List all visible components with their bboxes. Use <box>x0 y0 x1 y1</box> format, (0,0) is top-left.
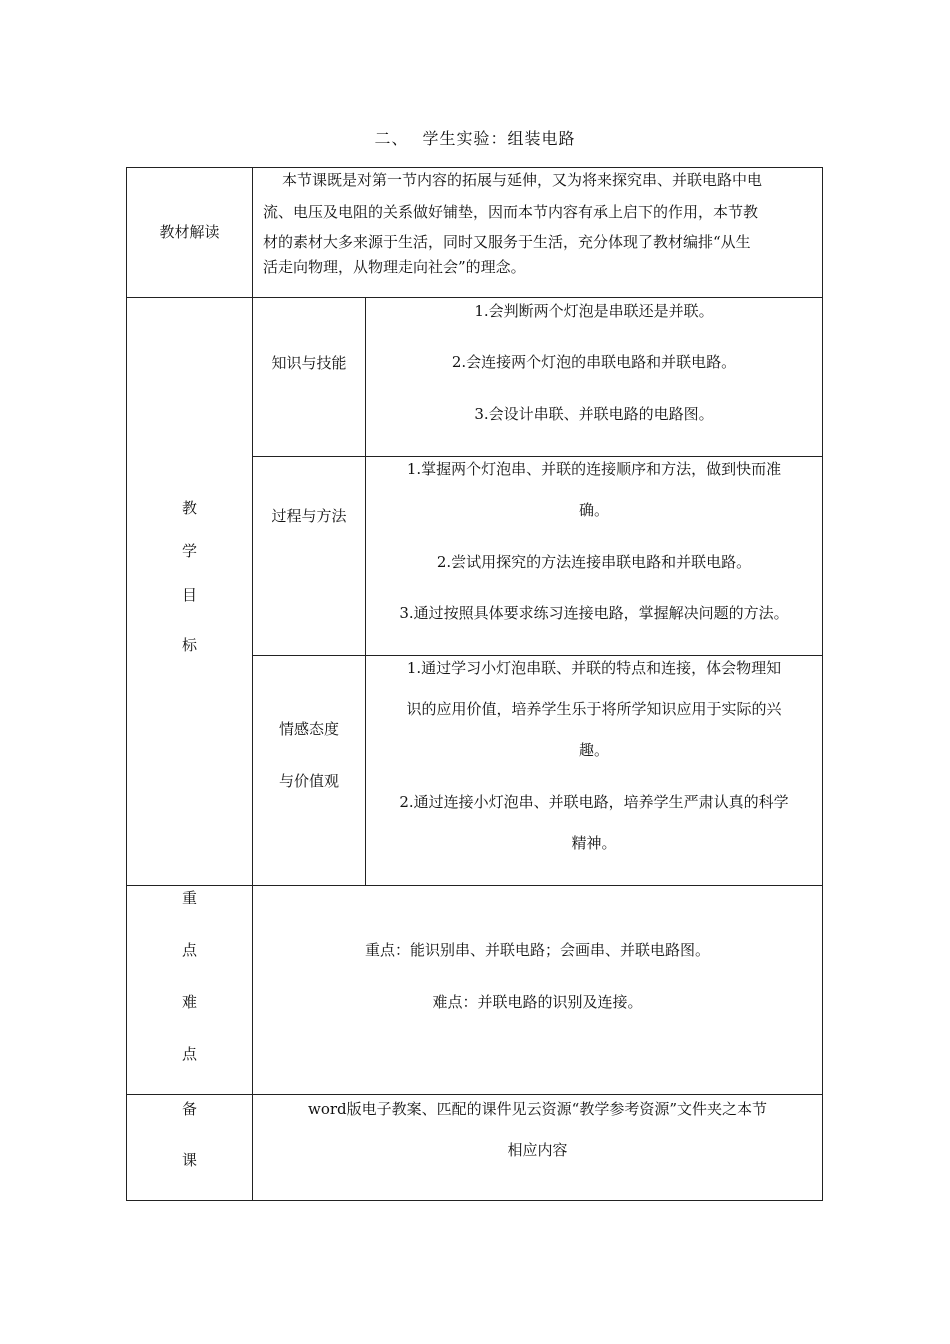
textbook-content <box>253 168 822 297</box>
knowledge-item: 2.会连接两个灯泡的串联电路和并联电路。 <box>451 353 737 371</box>
keypoints-label-char: 点 <box>181 1045 197 1063</box>
title-text: 学生实验：组装电路 <box>422 129 576 148</box>
textbook-label-text: 教材解读 <box>159 223 220 241</box>
keypoints-content <box>253 886 822 1094</box>
prep-line: word版电子教案、匹配的课件见云资源“教学参考资源”文件夹之本节 <box>308 1100 767 1118</box>
knowledge-label <box>253 298 365 428</box>
textbook-line: 本节课既是对第一节内容的拓展与延伸，又为将来探究串、并联电路中电 <box>282 171 763 189</box>
textbook-line: 材的素材大多来源于生活，同时又服务于生活，充分体现了教材编排“从生 <box>263 233 751 251</box>
title-number: 二、 <box>374 129 409 148</box>
keypoints-difficulty: 难点：并联电路的识别及连接。 <box>432 993 643 1011</box>
objectives-label-char: 目 <box>181 586 197 604</box>
attitude-item: 精神。 <box>571 834 617 852</box>
attitude-content <box>366 656 822 885</box>
prep-content <box>253 1095 822 1201</box>
keypoints-focus: 重点：能识别串、并联电路；会画串、并联电路图。 <box>364 941 710 959</box>
process-label-text: 过程与方法 <box>271 506 347 525</box>
process-label <box>253 457 365 575</box>
attitude-item: 1.通过学习小灯泡串联、并联的特点和连接，体会物理知 <box>406 659 782 677</box>
objectives-label <box>127 298 252 885</box>
process-item: 3.通过按照具体要求练习连接电路，掌握解决问题的方法。 <box>399 604 789 622</box>
attitude-item: 趣。 <box>578 741 609 759</box>
attitude-label <box>253 656 365 885</box>
keypoints-label-char: 难 <box>181 993 197 1011</box>
keypoints-label-char: 重 <box>181 889 197 907</box>
page-title <box>0 126 950 149</box>
knowledge-label-text: 知识与技能 <box>271 353 347 372</box>
prep-label-char: 备 <box>181 1100 197 1118</box>
attitude-item: 识的应用价值，培养学生乐于将所学知识应用于实际的兴 <box>406 700 782 718</box>
keypoints-label-char: 点 <box>181 941 197 959</box>
keypoints-label <box>127 886 252 1094</box>
knowledge-item: 1.会判断两个灯泡是串联还是并联。 <box>474 302 714 320</box>
process-item: 2.尝试用探究的方法连接串联电路和并联电路。 <box>436 553 752 571</box>
objectives-label-char: 教 <box>181 499 197 517</box>
process-item: 1.掌握两个灯泡串、并联的连接顺序和方法，做到快而准 <box>406 460 782 478</box>
objectives-label-char: 学 <box>181 542 197 560</box>
process-content <box>366 457 822 655</box>
textbook-label <box>127 168 252 297</box>
prep-label <box>127 1095 252 1201</box>
attitude-label-line: 情感态度 <box>278 720 339 738</box>
attitude-item: 2.通过连接小灯泡串、并联电路，培养学生严肃认真的科学 <box>399 793 789 811</box>
prep-line: 相应内容 <box>507 1141 568 1159</box>
knowledge-item: 3.会设计串联、并联电路的电路图。 <box>474 405 714 423</box>
attitude-label-line: 与价值观 <box>278 772 339 790</box>
objectives-label-char: 标 <box>181 636 197 654</box>
textbook-line: 流、电压及电阻的关系做好铺垫，因而本节内容有承上启下的作用，本节教 <box>263 203 759 221</box>
textbook-line: 活走向物理，从物理走向社会”的理念。 <box>263 258 526 276</box>
prep-label-char: 课 <box>181 1151 197 1169</box>
knowledge-content <box>366 298 822 456</box>
process-item: 确。 <box>578 501 609 519</box>
